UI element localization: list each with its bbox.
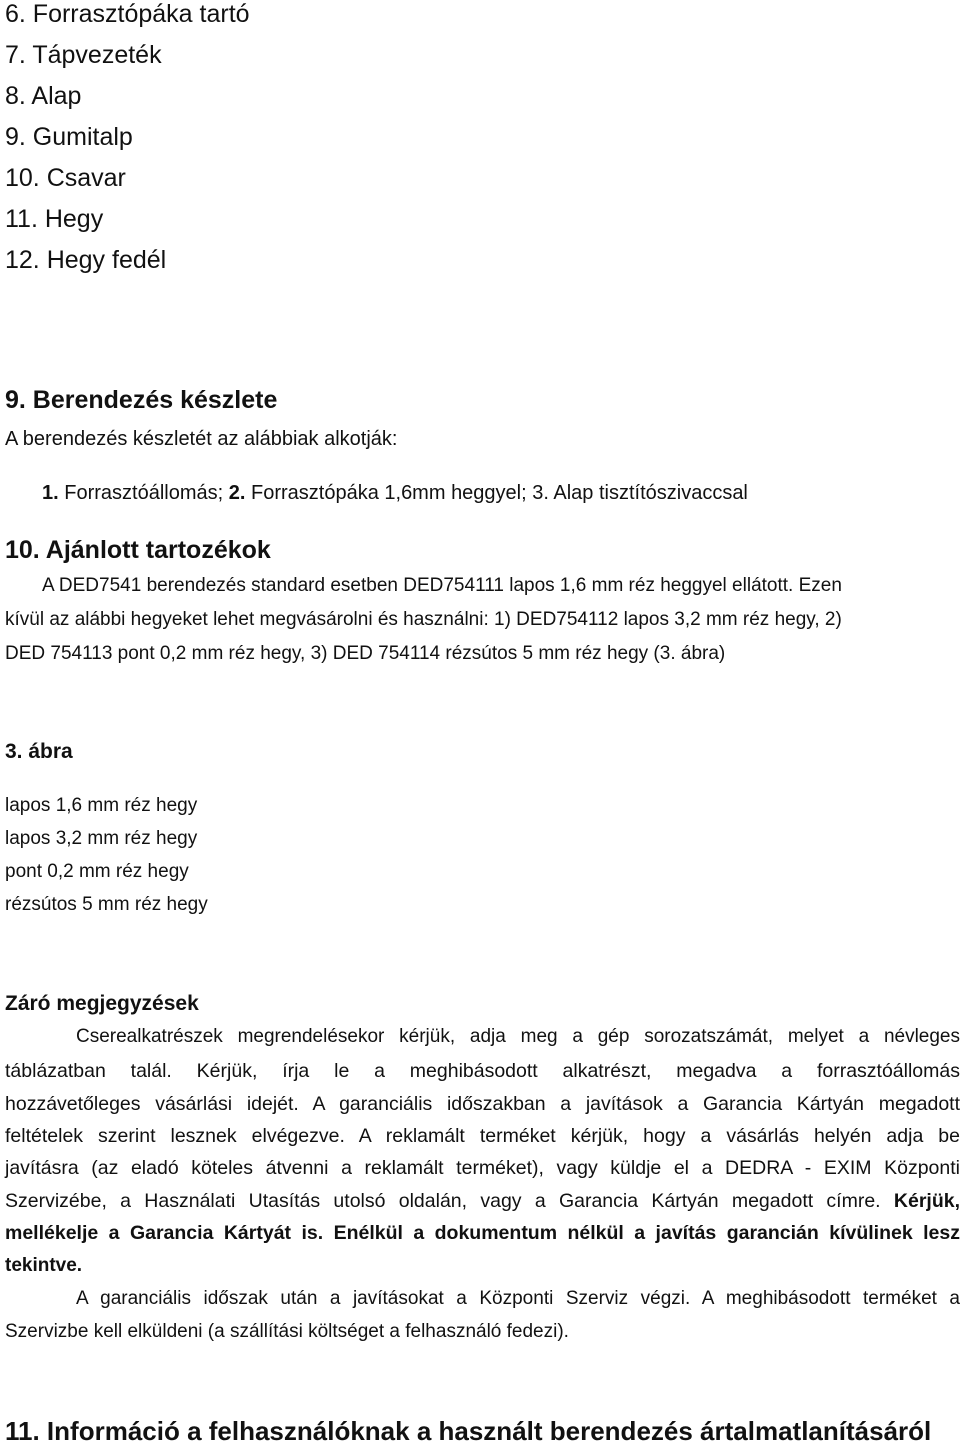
closing-paragraph-line: Cserealkatrészek megrendelésekor kérjük, adja meg a gép sorozatszámát, melyet a névleges — [76, 1026, 960, 1047]
closing-heading: Záró megjegyzések — [5, 992, 199, 1015]
figure-item: rézsútos 5 mm réz hegy — [5, 894, 208, 915]
equipment-list — [42, 482, 748, 505]
section-10-paragraph-line: kívül az alábbi hegyeket lehet megvásárolni és használni: 1) DED754112 lapos 3,2 mm réz hegy, 2) — [5, 609, 842, 630]
closing-bold-line: tekintve. — [5, 1255, 83, 1276]
figure-item: lapos 3,2 mm réz hegy — [5, 828, 198, 849]
closing-paragraph-line: Szervizbe kell elküldeni (a szállítási költséget a felhasználó fedezi). — [5, 1321, 569, 1342]
parts-list-item: 6. Forrasztópáka tartó — [5, 0, 250, 28]
closing-text: Szervizébe, a Használati Utasítás utolsó oldalán, vagy a Garancia Kártyán megadott címre. — [5, 1190, 894, 1212]
figure-item: pont 0,2 mm réz hegy — [5, 861, 189, 882]
section-10-paragraph-line: A DED7541 berendezés standard esetben DED754111 lapos 1,6 mm réz heggyel ellátott. Ezen — [42, 575, 842, 596]
section-10-heading: 10. Ajánlott tartozékok — [5, 536, 271, 564]
section-10-paragraph-line: DED 754113 pont 0,2 mm réz hegy, 3) DED 754114 rézsútos 5 mm réz hegy (3. ábra) — [5, 643, 726, 664]
figure-caption: 3. ábra — [5, 740, 73, 763]
closing-bold-line: mellékelje a Garancia Kártyát is. Enélkül a dokumentum nélkül a javítás garancián kívülinek lesz — [5, 1222, 960, 1244]
item-text: Forrasztóállomás; — [58, 482, 229, 504]
item-text: Forrasztópáka 1,6mm heggyel; 3. Alap tisztítószivaccsal — [245, 482, 748, 504]
parts-list-item: 9. Gumitalp — [5, 123, 133, 151]
section-11-heading: 11. Információ a felhasználóknak a használt berendezés ártalmatlanításáról — [5, 1416, 932, 1446]
item-number: 1. — [42, 482, 59, 504]
parts-list-item: 11. Hegy — [5, 205, 104, 233]
closing-paragraph-line: A garanciális időszak után a javításokat a Központi Szerviz végzi. A meghibásodott terméket a — [76, 1288, 960, 1309]
section-9-heading: 9. Berendezés készlete — [5, 386, 278, 414]
closing-paragraph-line: táblázatban talál. Kérjük, írja le a meghibásodott alkatrészt, megadva a forrasztóállomás — [5, 1060, 960, 1082]
closing-paragraph-line — [5, 1190, 960, 1213]
figure-item: lapos 1,6 mm réz hegy — [5, 795, 198, 816]
closing-bold-text: Kérjük, — [893, 1190, 960, 1212]
closing-paragraph-line: javításra (az eladó köteles átvenni a reklamált terméket), vagy küldje el a DEDRA - EXIM Központi — [5, 1157, 960, 1179]
closing-paragraph-line: feltételek szerint lesznek elvégezve. A reklamált terméket kérjük, hogy a vásárlás helyén adja be — [5, 1125, 960, 1147]
parts-list-item: 7. Tápvezeték — [5, 41, 162, 69]
closing-paragraph-line: hozzávetőleges vásárlási idejét. A garanciális időszakban a javítások a Garancia Kártyán megadott — [5, 1093, 960, 1115]
parts-list-item: 10. Csavar — [5, 164, 126, 192]
section-9-intro: A berendezés készletét az alábbiak alkotják: — [5, 428, 398, 450]
item-number: 2. — [228, 482, 246, 504]
parts-list-item: 8. Alap — [5, 82, 82, 110]
parts-list-item: 12. Hegy fedél — [5, 246, 167, 274]
